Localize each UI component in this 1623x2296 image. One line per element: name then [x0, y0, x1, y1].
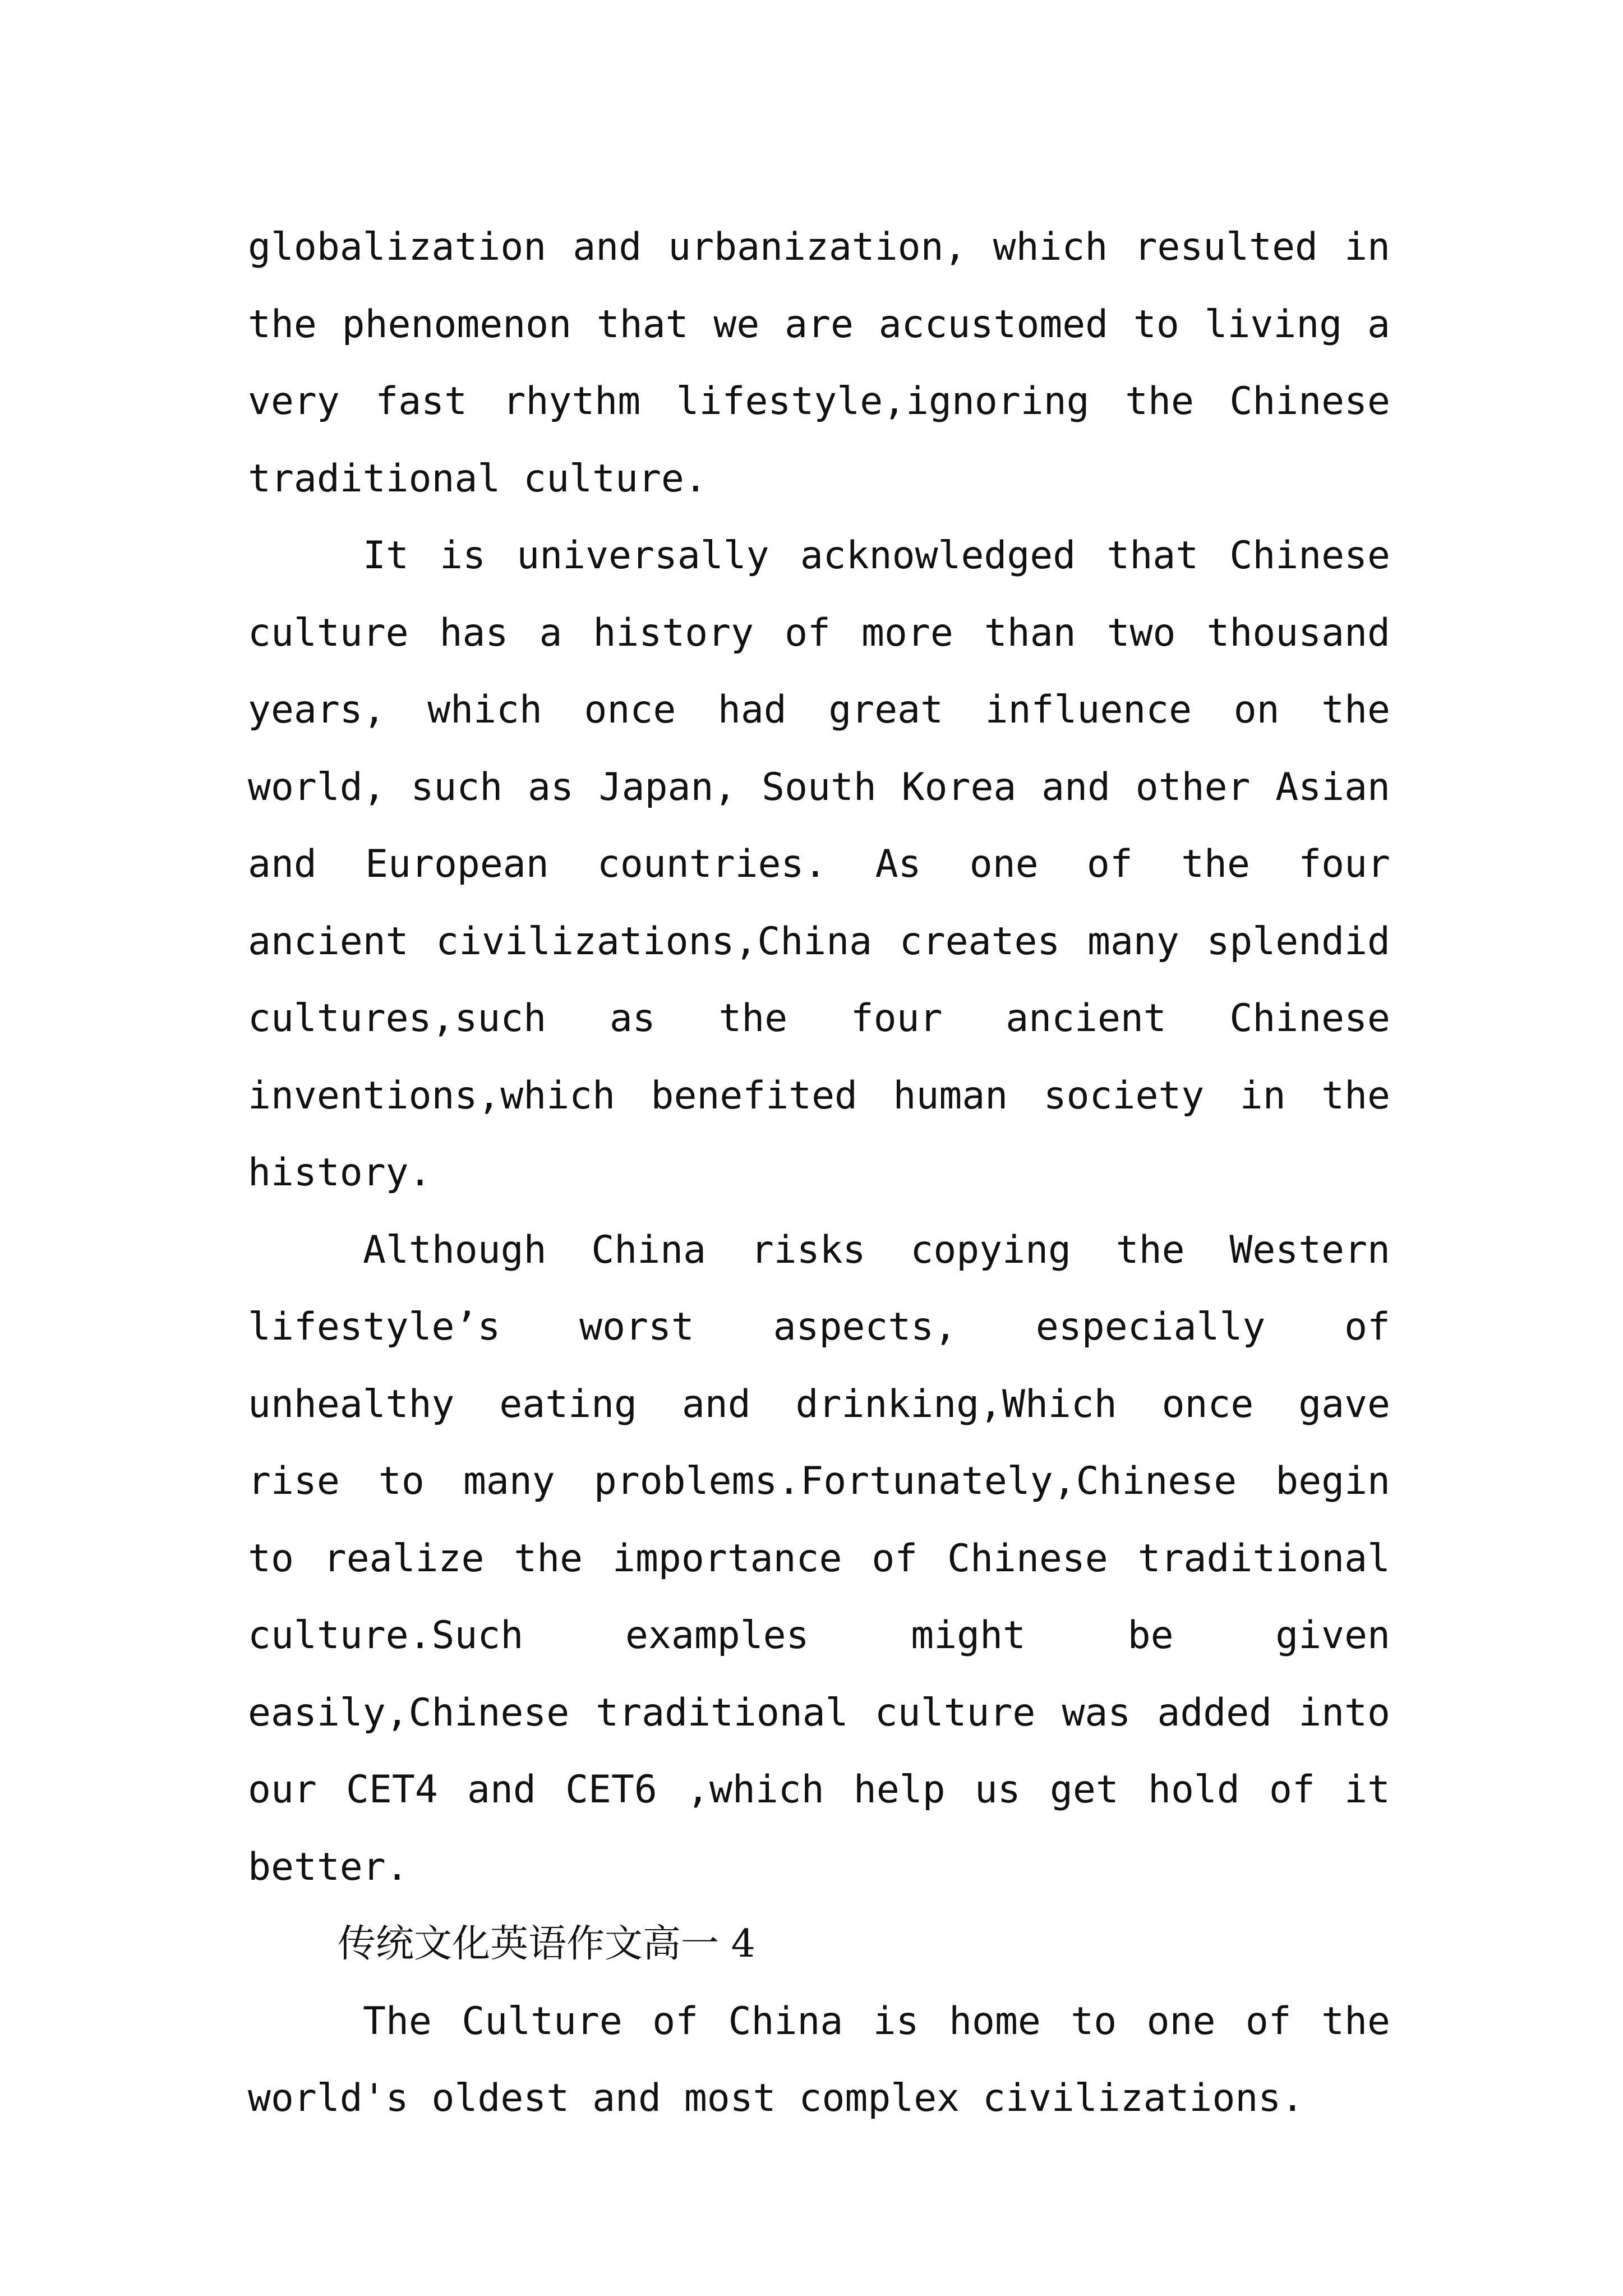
- paragraph-1: globalization and urbanization, which resulted in the phenomenon that we are accustomed to living a very fast rhythm lifestyle,ignoring the Chinese traditional culture.: [248, 225, 1390, 501]
- paragraph-4: The Culture of China is home to one of the world's oldest and most complex civilizations.: [248, 1999, 1390, 2120]
- paragraph-2: It is universally acknowledged that Chinese culture has a history of more than two thousand years, which once had great influence on the world, such as Japan, South Korea and other Asian and European countries. As one of the four ancient civilizations,China creates many splendid cultures,such as the four ancient Chinese inventions,which benefited human society in the history.: [248, 533, 1390, 1195]
- paragraph-3: Although China risks copying the Western lifestyle’s worst aspects, especially of unhealthy eating and drinking,Which once gave rise to many problems.Fortunately,Chinese begin to realize the importance of Chinese traditional culture.Such examples might be given easily,Chinese traditional culture was added into our CET4 and CET6 ,which help us get hold of it better.: [248, 1227, 1390, 1889]
- document-body: [248, 209, 1390, 2137]
- section-heading: 传统文化英语作文高一 4: [338, 1922, 755, 1966]
